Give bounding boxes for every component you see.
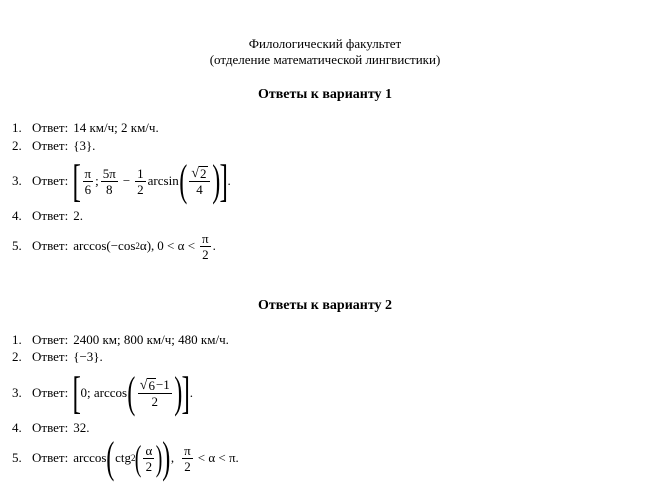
left-paren: ( xyxy=(135,438,142,478)
right-paren: ) xyxy=(162,433,171,482)
fraction: √ 2 4 xyxy=(189,165,209,197)
v2-answer-2: 2. Ответ: {−3}. xyxy=(12,349,103,364)
department-subtitle: (отделение математической лингвистики) xyxy=(209,52,441,67)
faculty-title: Филологический факультет xyxy=(248,36,402,51)
right-paren: ) xyxy=(174,368,183,417)
left-bracket: [ xyxy=(72,155,82,206)
fraction: $\frac{\pi}{2}$ xyxy=(202,230,209,262)
v1-answer-2: 2. Ответ: {3}. xyxy=(12,138,96,153)
fraction: $\frac{5\pi}{8}$ xyxy=(102,165,116,197)
v1-answer-1: 1. Ответ: 14 км/ч; 2 км/ч. xyxy=(12,120,159,135)
v2-answer-4: 4. Ответ: 32. xyxy=(12,420,90,435)
v2-answer-1: 1. Ответ: 2400 км; 800 км/ч; 480 км/ч. xyxy=(12,332,229,347)
right-paren: ) xyxy=(211,156,220,205)
right-paren: ) xyxy=(155,438,163,478)
v1-answer-4: 4. Ответ: 2. xyxy=(12,208,83,223)
left-paren: ( xyxy=(106,433,115,482)
right-bracket: ] xyxy=(219,155,229,206)
variant1-title: Ответы к варианту 1 xyxy=(257,87,393,102)
left-paren: ( xyxy=(179,156,188,205)
variant2-title: Ответы к варианту 2 xyxy=(257,298,393,313)
fraction: $\frac{\alpha}{2}$ xyxy=(145,442,153,474)
right-bracket: ] xyxy=(181,367,191,418)
fraction: $\frac{\pi}{6}$ xyxy=(84,165,92,197)
v2-answer-3: 3. Ответ: [ 0; arccos ( √ 6 −1 2 ) ] . xyxy=(12,367,194,418)
left-paren: ( xyxy=(127,368,136,417)
v1-answer-3: 3. Ответ: [ $\frac{\pi}{6}$ ; $\frac{5\pi}{8}$ − $\frac{1}{2}$ arcsin ( √ 2 4 ) ] . xyxy=(12,155,231,206)
left-bracket: [ xyxy=(72,367,82,418)
fraction: $\frac{1}{2}$ xyxy=(137,165,144,197)
fraction: √ 6 −1 2 xyxy=(139,377,170,409)
v1-answer-5: 5. Ответ: arccos(−cos 2 α), 0 < α < $\frac{\pi}{2}$ . xyxy=(12,230,216,262)
v2-answer-5: 5. Ответ: arccos ( ctg 2 ( $\frac{\alpha}{2}$ ) ) , $\frac{\pi}{2}$ < α < π. xyxy=(12,433,239,482)
fraction: $\frac{\pi}{2}$ xyxy=(184,442,191,474)
